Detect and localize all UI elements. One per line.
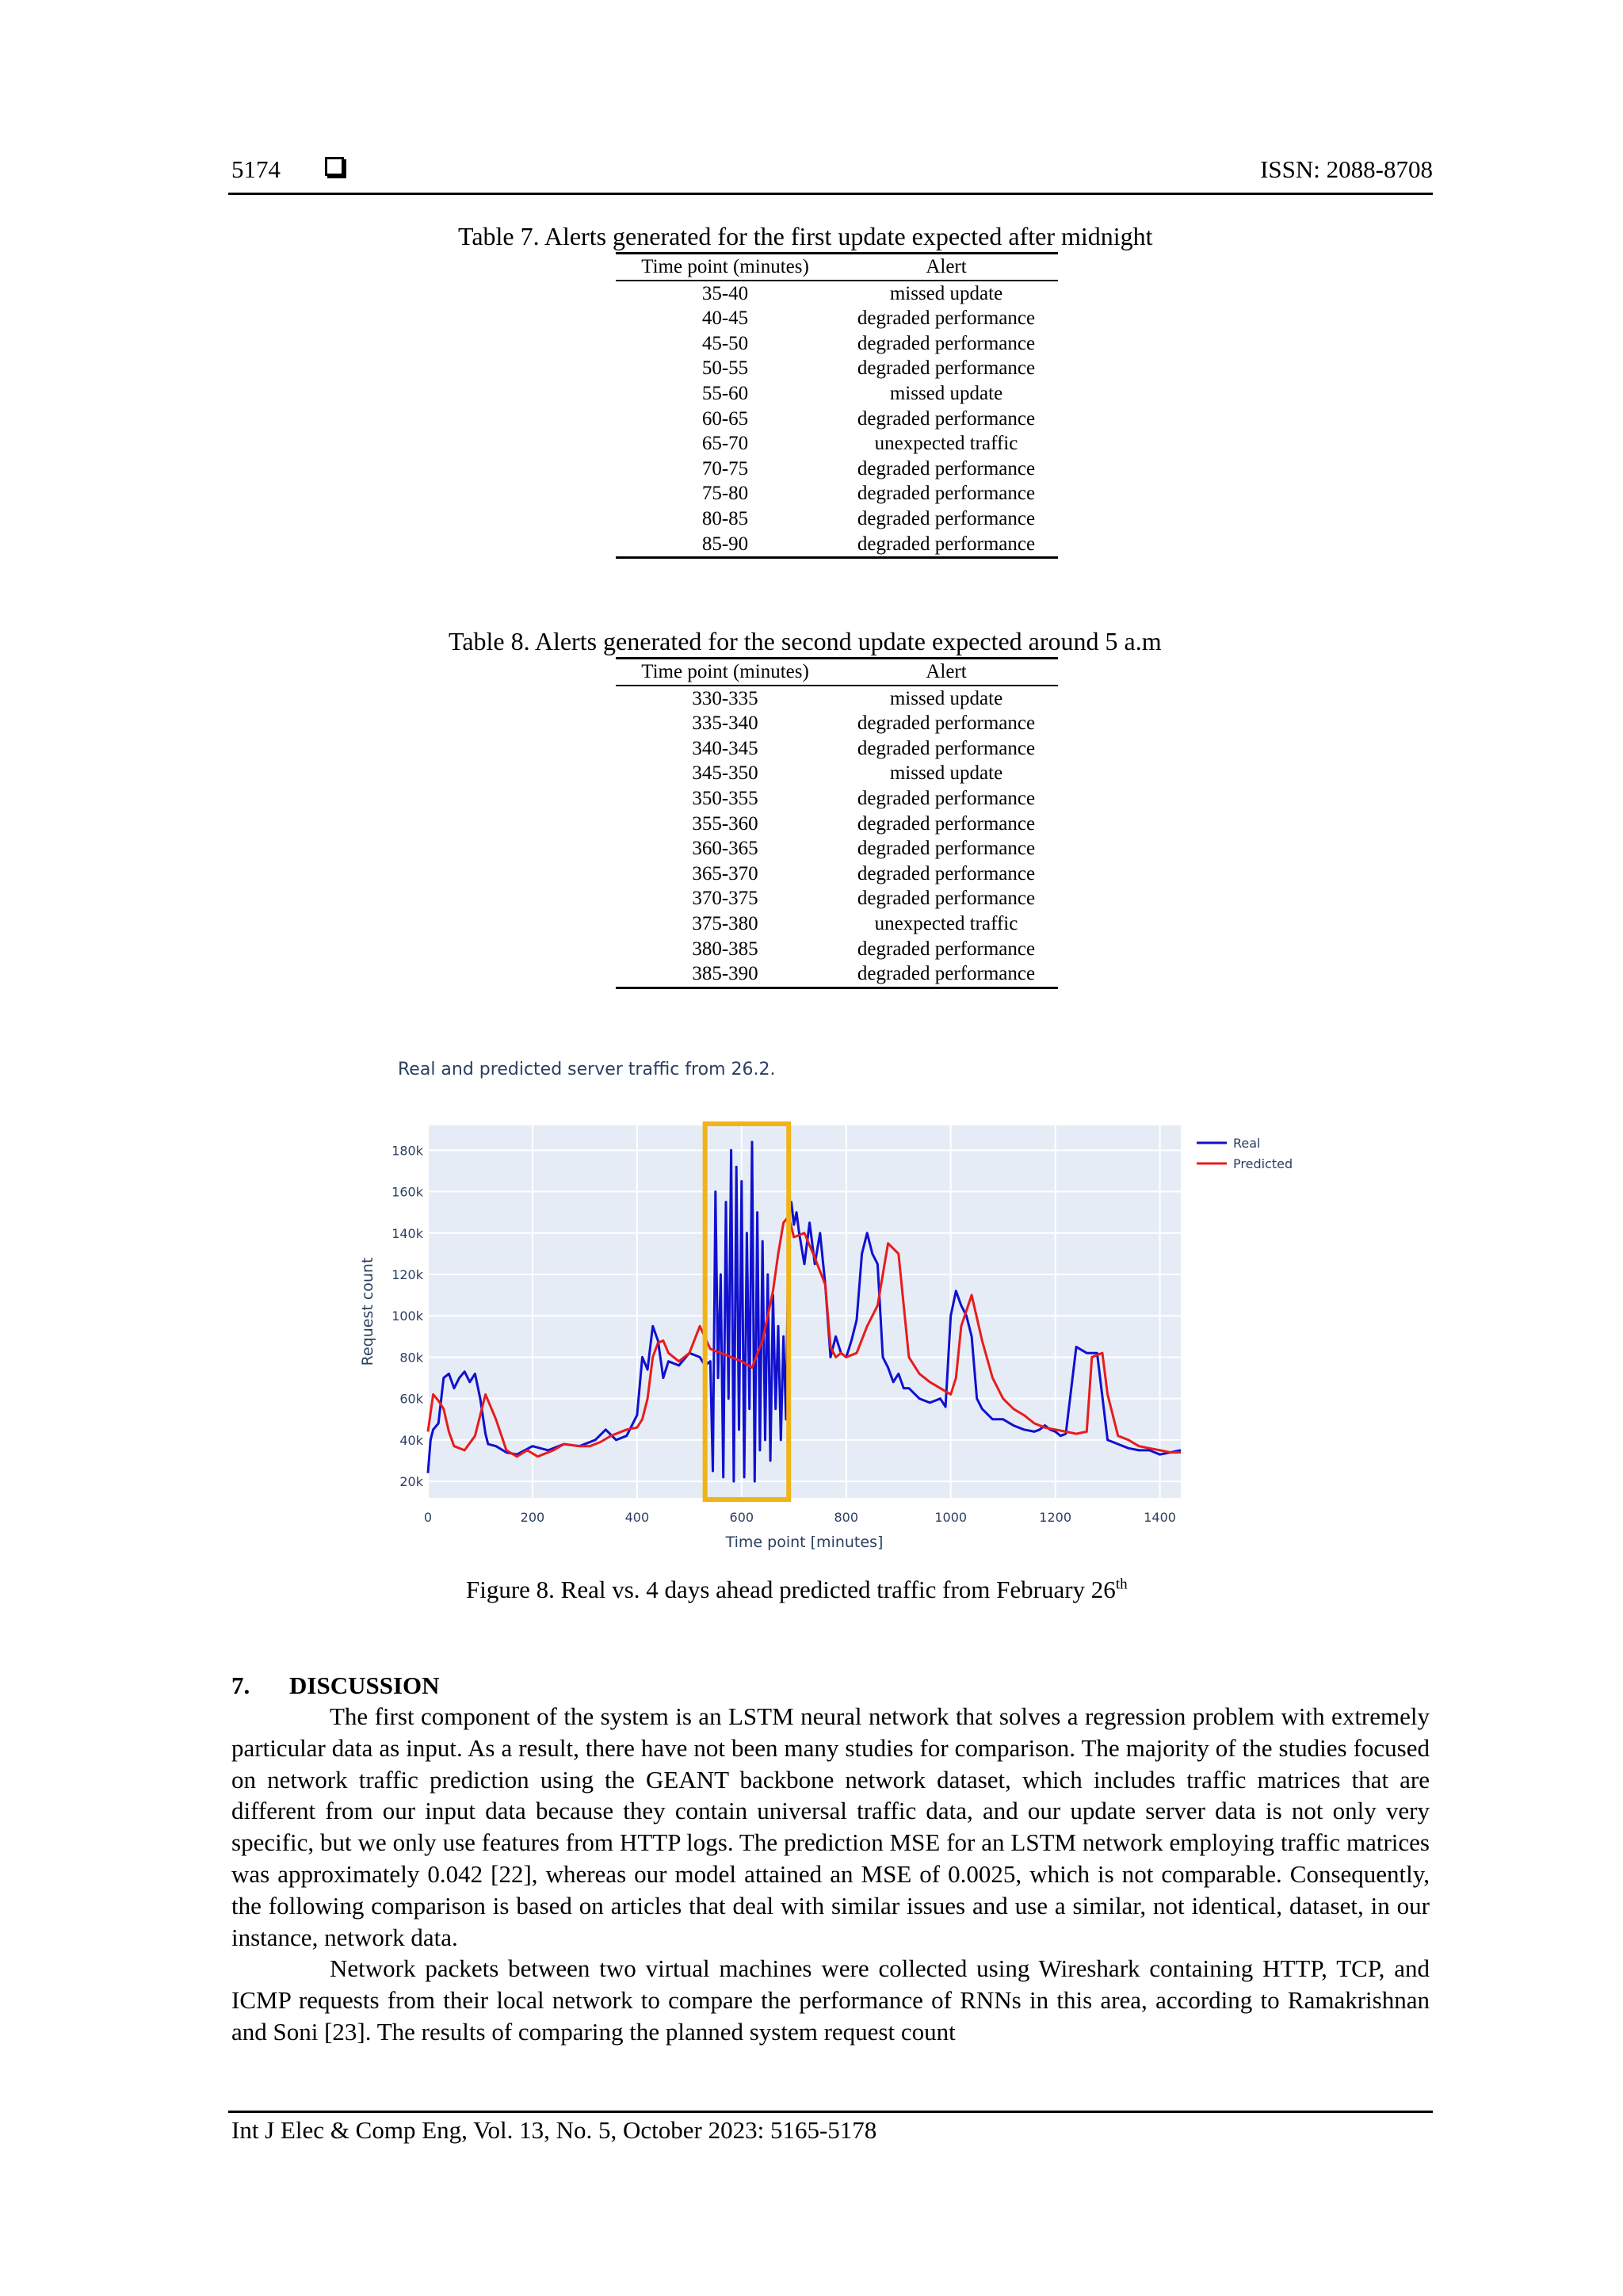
time-point-cell: 330-335 xyxy=(692,687,758,709)
y-tick-label: 120k xyxy=(391,1267,423,1282)
time-point-cell: 385-390 xyxy=(692,963,758,985)
x-axis-label: Time point [minutes] xyxy=(725,1534,884,1551)
alert-cell: missed update xyxy=(889,382,1003,404)
time-point-cell: 340-345 xyxy=(692,737,758,759)
section-number: 7. xyxy=(231,1671,250,1699)
y-tick-label: 40k xyxy=(399,1432,423,1448)
time-point-cell: 40-45 xyxy=(701,308,749,330)
time-point-cell: 80-85 xyxy=(701,507,749,529)
table-row xyxy=(616,786,1058,812)
time-point-cell: 50-55 xyxy=(701,357,749,380)
table8-caption: Table 8. Alerts generated for the second update expected around 5 a.m xyxy=(449,627,1162,655)
y-tick-label: 80k xyxy=(399,1350,423,1366)
legend-label: Real xyxy=(1233,1136,1261,1151)
column-header-time: Time point (minutes) xyxy=(641,256,809,277)
time-point-cell: 45-50 xyxy=(701,332,749,354)
header-rule xyxy=(228,193,1433,195)
table-row xyxy=(616,861,1058,887)
time-point-cell: 370-375 xyxy=(692,888,758,910)
table-header-row xyxy=(616,254,1058,281)
time-point-cell: 375-380 xyxy=(692,912,758,934)
alert-cell: degraded performance xyxy=(857,862,1036,884)
column-header-alert: Alert xyxy=(926,256,967,277)
table7 xyxy=(616,252,1058,559)
paragraph: The first component of the system is an LSTM neural network that solves a regression problem with extremely particular data as input. As a result, there have not been many studies for comparison. The majority of the studies focused on network traffic prediction using the GEANT backbone network dataset, which includes traffic matrices that are different from our input data because they contain universal traffic data, and our update server data is not only very specific, but we only use features from HTTP logs. The prediction MSE for an LSTM network employing traffic matrices was approximately 0.042 [22], whereas our model attained an MSE of 0.0025, which is not comparable. Consequently, the following comparison is based on articles that deal with similar issues and use a similar, not identical, dataset, in our instance, network data. xyxy=(231,1702,1430,1951)
alert-cell: degraded performance xyxy=(857,457,1036,479)
chart-title: Real and predicted server traffic from 26.2. xyxy=(398,1060,776,1079)
alert-cell: degraded performance xyxy=(857,938,1036,960)
x-tick-label: 600 xyxy=(729,1510,754,1525)
y-tick-label: 160k xyxy=(391,1184,423,1200)
time-point-cell: 75-80 xyxy=(701,483,749,505)
time-point-cell: 60-65 xyxy=(701,407,749,430)
alert-cell: degraded performance xyxy=(857,332,1036,354)
time-point-cell: 55-60 xyxy=(701,382,749,404)
alert-cell: degraded performance xyxy=(857,533,1036,555)
table-row xyxy=(616,381,1058,407)
figure8-caption xyxy=(466,1576,1128,1604)
plot-area xyxy=(428,1125,1181,1498)
alert-cell: degraded performance xyxy=(857,838,1036,860)
alert-cell: degraded performance xyxy=(857,507,1036,529)
paragraph: Network packets between two virtual machines were collected using Wireshark containing HTTP, TCP, and ICMP requests from their local network to compare the performance of RNNs in this area, according to Ramakrishnan and Soni [23]. The results of comparing the planned system request count xyxy=(231,1954,1430,2046)
table-row xyxy=(616,532,1058,558)
box-bullet-icon xyxy=(325,157,344,176)
section-title: DISCUSSION xyxy=(289,1671,440,1699)
time-point-cell: 335-340 xyxy=(692,712,758,735)
x-tick-label: 1400 xyxy=(1144,1510,1176,1525)
time-point-cell: 65-70 xyxy=(701,433,749,455)
table-row xyxy=(616,961,1058,988)
table-row xyxy=(616,686,1058,712)
table-row xyxy=(616,407,1058,432)
alert-cell: degraded performance xyxy=(857,963,1036,985)
footer-rule xyxy=(228,2111,1433,2113)
alert-cell: degraded performance xyxy=(857,712,1036,735)
page-number: 5174 xyxy=(231,155,281,183)
alert-cell: degraded performance xyxy=(857,812,1036,835)
table-row xyxy=(616,761,1058,786)
table-row xyxy=(616,836,1058,861)
x-tick-label: 800 xyxy=(834,1510,859,1525)
x-tick-label: 1200 xyxy=(1039,1510,1072,1525)
x-tick-label: 0 xyxy=(423,1510,433,1525)
alert-cell: degraded performance xyxy=(857,483,1036,505)
time-point-cell: 365-370 xyxy=(692,862,758,884)
time-point-cell: 85-90 xyxy=(701,533,749,555)
legend-label: Predicted xyxy=(1233,1156,1293,1171)
table-row xyxy=(616,937,1058,962)
table-row xyxy=(616,331,1058,357)
x-tick-label: 200 xyxy=(520,1510,545,1525)
alert-cell: degraded performance xyxy=(857,787,1036,809)
table-row xyxy=(616,812,1058,837)
alert-cell: missed update xyxy=(889,282,1003,304)
x-tick-label: 400 xyxy=(624,1510,650,1525)
y-tick-label: 60k xyxy=(399,1391,423,1407)
table-row xyxy=(616,711,1058,736)
figure8-caption-sup: th xyxy=(1115,1576,1128,1593)
table-header-row xyxy=(616,659,1058,686)
alert-cell: unexpected traffic xyxy=(874,433,1018,455)
y-tick-label: 100k xyxy=(391,1308,423,1324)
table-row xyxy=(616,736,1058,762)
time-point-cell: 345-350 xyxy=(692,762,758,785)
time-point-cell: 355-360 xyxy=(692,812,758,835)
alert-cell: degraded performance xyxy=(857,737,1036,759)
table-row xyxy=(616,886,1058,911)
issn: ISSN: 2088-8708 xyxy=(1260,155,1433,183)
section-body xyxy=(231,1701,1430,2048)
alert-cell: missed update xyxy=(889,687,1003,709)
time-point-cell: 70-75 xyxy=(701,457,749,479)
time-point-cell: 380-385 xyxy=(692,938,758,960)
table8 xyxy=(616,657,1058,989)
alert-cell: degraded performance xyxy=(857,888,1036,910)
y-tick-label: 140k xyxy=(391,1225,423,1241)
footer-citation: Int J Elec & Comp Eng, Vol. 13, No. 5, October 2023: 5165-5178 xyxy=(231,2116,877,2144)
table-row xyxy=(616,481,1058,506)
alert-cell: missed update xyxy=(889,762,1003,785)
y-tick-label: 20k xyxy=(399,1474,423,1490)
table7-caption: Table 7. Alerts generated for the first update expected after midnight xyxy=(458,222,1153,250)
time-point-cell: 35-40 xyxy=(701,282,749,304)
table-row xyxy=(616,431,1058,457)
figure8-caption-text: Figure 8. Real vs. 4 days ahead predicted traffic from February 26 xyxy=(466,1576,1116,1603)
alert-cell: degraded performance xyxy=(857,357,1036,380)
x-tick-label: 1000 xyxy=(934,1510,968,1525)
alert-cell: degraded performance xyxy=(857,407,1036,430)
table-row xyxy=(616,457,1058,482)
table-row xyxy=(616,911,1058,937)
column-header-alert: Alert xyxy=(926,661,967,682)
table-row xyxy=(616,506,1058,532)
y-tick-label: 180k xyxy=(391,1143,423,1159)
table-row xyxy=(616,356,1058,381)
time-point-cell: 350-355 xyxy=(692,787,758,809)
table-row xyxy=(616,306,1058,331)
column-header-time: Time point (minutes) xyxy=(641,661,809,682)
alert-cell: unexpected traffic xyxy=(874,912,1018,934)
chart-legend xyxy=(1197,1136,1293,1171)
section-heading xyxy=(231,1671,440,1700)
traffic-chart xyxy=(341,1046,1339,1553)
alert-cell: degraded performance xyxy=(857,308,1036,330)
time-point-cell: 360-365 xyxy=(692,838,758,860)
table-row xyxy=(616,281,1058,307)
y-axis-label: Request count xyxy=(359,1257,376,1366)
